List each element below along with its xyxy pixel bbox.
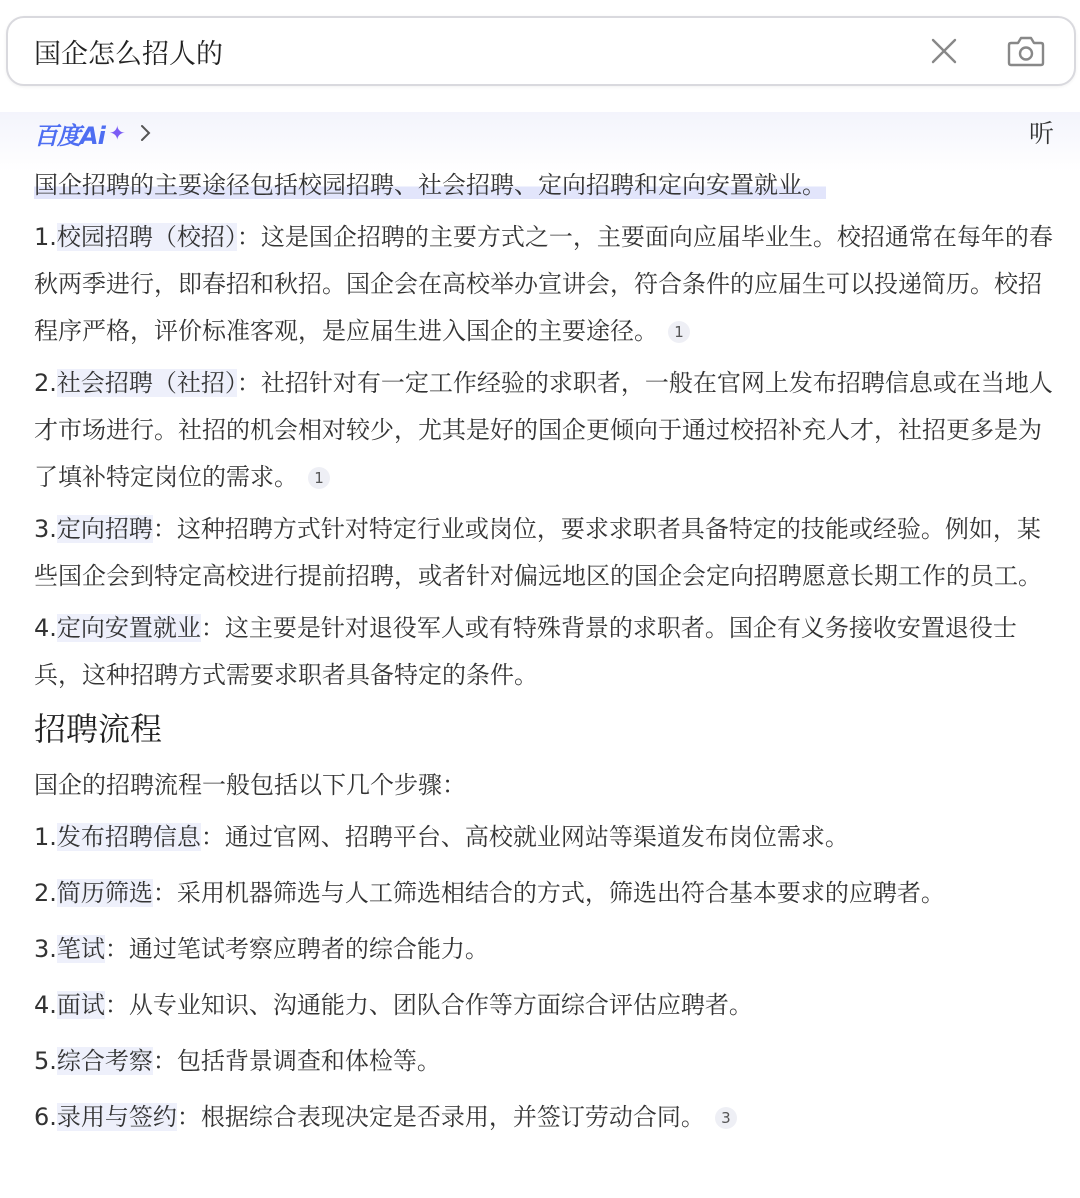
clear-button[interactable] [924,31,964,71]
step-number: 1. [34,823,57,851]
step-title: 笔试 [56,935,105,963]
item-number: 2. [34,369,57,397]
item-title: 校园招聘（校招） [56,223,237,251]
step-separator: ： [104,991,129,1019]
step-text: 包括背景调查和体检等。 [176,1047,441,1075]
item-separator: ： [200,614,225,642]
item-text: 这种招聘方式针对特定行业或岗位，要求求职者具备特定的技能或经验。例如，某些国企会到特定高校进行提前招聘，或者针对偏远地区的国企会定向招聘愿意长期工作的员工。 [34,515,1042,590]
item-title: 定向招聘 [56,515,153,543]
step-item [34,814,1054,861]
step-title: 录用与签约 [56,1103,177,1131]
item-title: 定向安置就业 [56,614,201,642]
step-title: 面试 [56,991,105,1019]
step-number: 4. [34,991,57,1019]
close-icon [931,38,957,64]
item-text: 这主要是针对退役军人或有特殊背景的求职者。国企有义务接收安置退役士兵，这种招聘方式需要求职者具备特定的条件。 [34,614,1017,689]
summary-text: 国企招聘的主要途径包括校园招聘、社会招聘、定向招聘和定向安置就业。 [34,171,826,199]
step-item [34,982,1054,1029]
camera-icon [1007,35,1045,67]
step-text: 通过官网、招聘平台、高校就业网站等渠道发布岗位需求。 [224,823,849,851]
item-number: 1. [34,223,57,251]
step-item [34,926,1054,973]
step-separator: ： [104,935,129,963]
ai-answer-card [0,112,1080,1198]
ai-logo: 百度Ai [34,121,105,150]
item-separator: ： [152,515,177,543]
step-title: 简历筛选 [56,879,153,907]
search-input[interactable] [34,21,924,81]
citation-badge[interactable]: 3 [715,1107,737,1129]
section-heading: 招聘流程 [34,710,163,748]
item-separator: ： [236,223,261,251]
step-separator: ： [200,823,225,851]
item-text: 社招针对有一定工作经验的求职者，一般在官网上发布招聘信息或在当地人才市场进行。社招的机会相对较少，尤其是好的国企更倾向于通过校招补充人才，社招更多是为了填补特定岗位的需求。 [34,369,1053,491]
item-number: 3. [34,515,57,543]
step-number: 3. [34,935,57,963]
step-separator: ： [152,1047,177,1075]
item-title: 社会招聘（社招） [56,369,237,397]
step-separator: ： [176,1103,201,1131]
sparkle-icon: ✦ [108,121,126,145]
answer-content [34,162,1054,1150]
item-text: 这是国企招聘的主要方式之一，主要面向应届毕业生。校招通常在每年的春秋两季进行，即春招和秋招。国企会在高校举办宣讲会，符合条件的应届生可以投递简历。校招程序严格，评价标准客观，是应届生进入国企的主要途径。 [34,223,1053,345]
ai-brand-link[interactable] [34,118,152,148]
step-number: 6. [34,1103,57,1131]
step-item [34,870,1054,917]
step-separator: ： [152,879,177,907]
search-bar [6,16,1076,86]
section-intro: 国企的招聘流程一般包括以下几个步骤： [34,771,466,799]
list-item [34,605,1054,699]
step-number: 2. [34,879,57,907]
step-text: 通过笔试考察应聘者的综合能力。 [128,935,489,963]
step-title: 发布招聘信息 [56,823,201,851]
listen-button[interactable]: 听 [1028,119,1054,148]
list-item [34,360,1054,501]
citation-badge[interactable]: 1 [668,321,690,343]
step-number: 5. [34,1047,57,1075]
step-item [34,1094,1054,1141]
step-title: 综合考察 [56,1047,153,1075]
item-number: 4. [34,614,57,642]
image-search-button[interactable] [1004,29,1048,73]
step-text: 采用机器筛选与人工筛选相结合的方式，筛选出符合基本要求的应聘者。 [176,879,945,907]
list-item [34,214,1054,355]
chevron-right-icon [140,123,152,143]
step-text: 根据综合表现决定是否录用，并签订劳动合同。 [200,1103,705,1131]
citation-badge[interactable]: 1 [308,467,330,489]
list-item [34,506,1054,600]
summary [34,162,1054,209]
step-item [34,1038,1054,1085]
item-separator: ： [236,369,261,397]
step-text: 从专业知识、沟通能力、团队合作等方面综合评估应聘者。 [128,991,753,1019]
